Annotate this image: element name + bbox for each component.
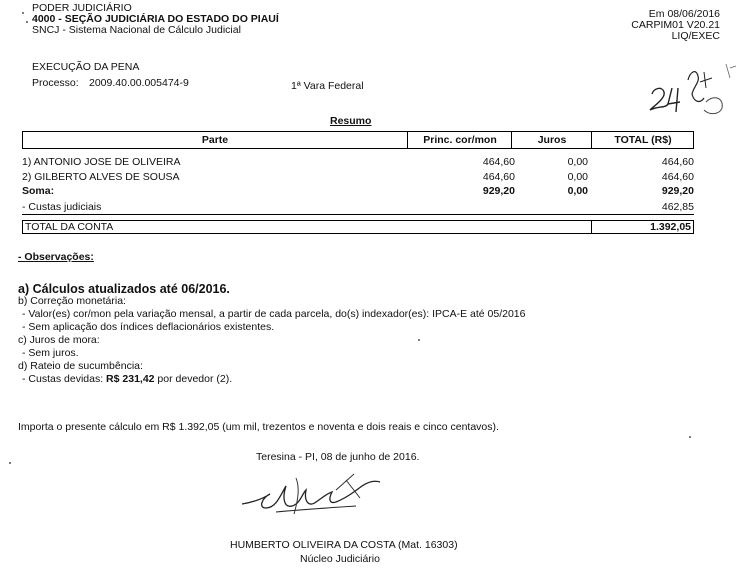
summary-title: Resumo xyxy=(330,115,372,127)
observation-line: c) Juros de mora: xyxy=(18,334,100,346)
handwritten-signature xyxy=(236,468,386,524)
soma-row xyxy=(22,185,694,197)
soma-total: 929,20 xyxy=(661,185,694,197)
row-name: 2) GILBERTO ALVES DE SOUSA xyxy=(22,171,180,183)
scan-speck xyxy=(9,462,11,464)
court-name: 1ª Vara Federal xyxy=(291,80,364,92)
place-date: Teresina - PI, 08 de junho de 2016. xyxy=(256,451,420,463)
custas-devidas-value: R$ 231,42 xyxy=(106,373,155,385)
custas-total: 462,85 xyxy=(661,201,694,213)
org-line-1: PODER JUDICIÁRIO xyxy=(32,2,132,14)
observation-line: - Sem aplicação dos índices deflacionários existentes. xyxy=(22,321,275,333)
col-header-total: TOTAL (R$) xyxy=(591,132,694,148)
row-princ: 464,60 xyxy=(482,156,515,168)
scan-speck xyxy=(22,12,24,14)
observations-title: - Observações: xyxy=(18,251,94,263)
scan-speck xyxy=(689,436,691,438)
table-divider xyxy=(22,214,694,215)
custas-devidas-prefix: - Custas devidas: xyxy=(22,373,107,385)
custas-devidas-suffix: por devedor (2). xyxy=(154,373,233,385)
table-row xyxy=(22,171,694,183)
signer-dept: Núcleo Judiciário xyxy=(300,553,380,565)
row-total: 464,60 xyxy=(661,156,694,168)
scan-speck xyxy=(26,21,28,23)
col-header-parte: Parte xyxy=(201,134,229,146)
table-header xyxy=(22,131,694,149)
row-juros: 0,00 xyxy=(567,171,588,183)
col-header-juros: Juros xyxy=(511,132,592,148)
custas-devidas-line xyxy=(22,374,232,385)
case-type: EXECUÇÃO DA PENA xyxy=(32,61,140,73)
soma-juros: 0,00 xyxy=(567,185,588,197)
doc-code: LIQ/EXEC xyxy=(671,30,720,42)
soma-label: Soma: xyxy=(22,185,55,197)
custas-row xyxy=(22,201,694,213)
row-total: 464,60 xyxy=(661,171,694,183)
handwritten-page-mark xyxy=(644,49,740,130)
table-row xyxy=(22,156,694,168)
importa-text: Importa o presente cálculo em R$ 1.392,05 (um mil, trezentos e noventa e dois reais e cinco centavos). xyxy=(18,421,499,433)
observation-line: d) Rateio de sucumbência: xyxy=(18,360,143,372)
row-juros: 0,00 xyxy=(567,156,588,168)
row-name: 1) ANTONIO JOSE DE OLIVEIRA xyxy=(22,156,181,168)
header-left xyxy=(32,3,279,36)
row-princ: 464,60 xyxy=(482,171,515,183)
observations-heading: a) Cálculos atualizados até 06/2016. xyxy=(18,282,230,296)
total-label: TOTAL DA CONTA xyxy=(25,221,114,233)
process-number: 2009.40.00.005474-9 xyxy=(89,77,189,89)
org-line-3: SNCJ - Sistema Nacional de Cálculo Judicial xyxy=(32,24,241,36)
scan-speck xyxy=(418,339,420,341)
org-line-2: 4000 - SEÇÃO JUDICIÁRIA DO ESTADO DO PIAUÍ xyxy=(32,13,279,25)
doc-date: Em 08/06/2016 xyxy=(648,8,720,20)
observation-line: - Valor(es) cor/mon pela variação mensal, a partir de cada parcela, do(s) indexador(es): IPCA-E até 05/2016 xyxy=(22,308,526,320)
signer-name: HUMBERTO OLIVEIRA DA COSTA (Mat. 16303) xyxy=(230,539,458,551)
doc-version: CARPIM01 V20.21 xyxy=(631,19,720,31)
observation-line: b) Correção monetária: xyxy=(18,295,126,307)
custas-label: - Custas judiciais xyxy=(22,201,102,213)
total-value: 1.392,05 xyxy=(591,221,693,233)
col-header-princ: Princ. cor/mon xyxy=(407,132,512,148)
handwritten-note-text: 34 xyxy=(644,49,656,61)
header-right xyxy=(631,9,720,42)
process-label: Processo: xyxy=(32,77,79,89)
total-row xyxy=(22,220,694,234)
soma-princ: 929,20 xyxy=(482,185,515,197)
observation-line: - Sem juros. xyxy=(22,347,79,359)
